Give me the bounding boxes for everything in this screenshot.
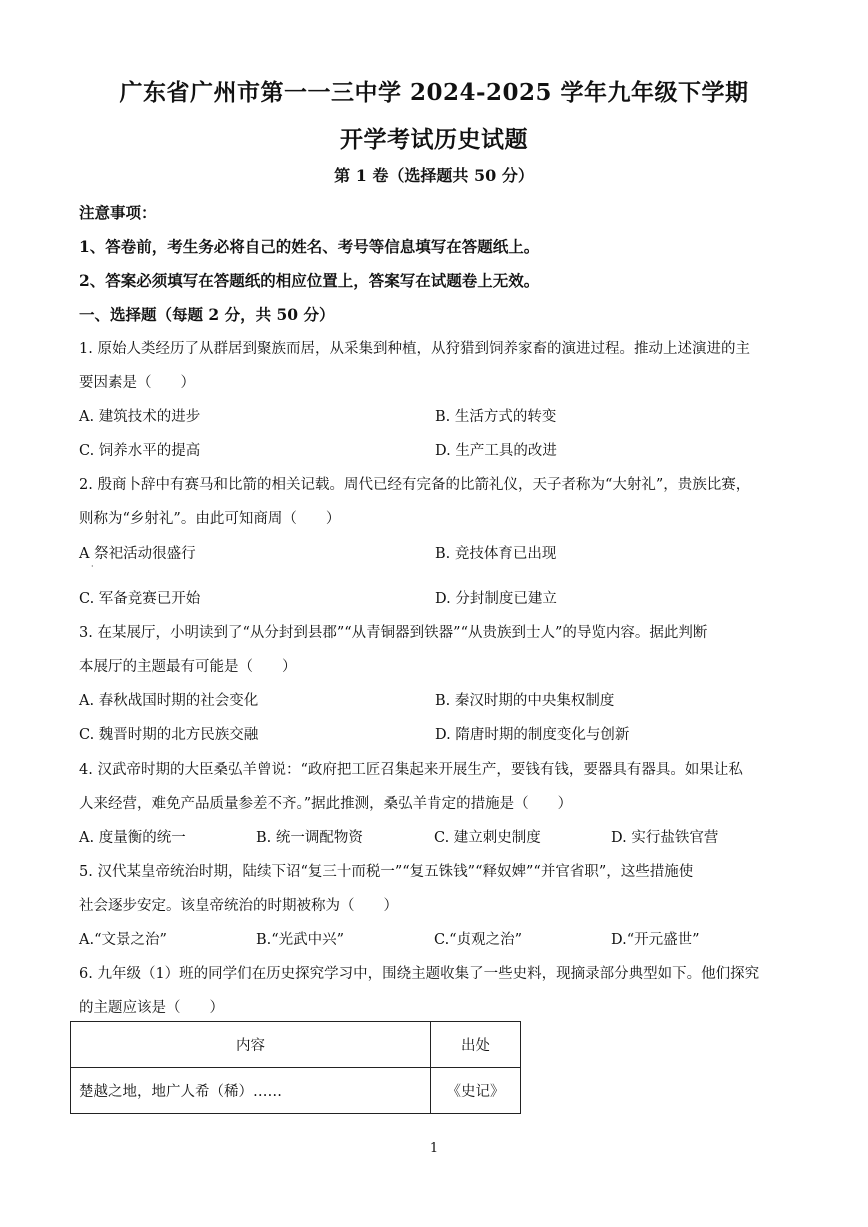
question-1-stem-cont: 要因素是（ ） bbox=[79, 375, 195, 391]
notice-item-1: 1、答卷前，考生务必将自己的姓名、考号等信息填写在答题纸上。 bbox=[79, 237, 540, 256]
question-5-option-d: D.“开元盛世” bbox=[611, 932, 700, 948]
question-6-stem-cont: 的主题应该是（ ） bbox=[79, 1000, 224, 1016]
exam-title-line2: 开学考试历史试题 bbox=[340, 126, 528, 153]
question-6-stem: 6. 九年级（1）班的同学们在历史探究学习中，围绕主题收集了一些史料，现摘录部分典型如下。他们探究 bbox=[79, 966, 760, 982]
table-row bbox=[71, 1068, 521, 1114]
table-header-row bbox=[71, 1022, 521, 1068]
question-5-stem-cont: 社会逐步安定。该皇帝统治的时期被称为（ ） bbox=[79, 898, 398, 914]
exam-title-line1: 广东省广州市第一一三中学 2024-2025 学年九年级下学期 bbox=[119, 79, 749, 106]
question-4-option-b: B. 统一调配物资 bbox=[256, 830, 363, 846]
table-header-source: 出处 bbox=[431, 1022, 521, 1068]
question-5-option-b: B.“光武中兴” bbox=[256, 932, 345, 948]
question-2-option-a: A 祭祀活动很盛行 bbox=[79, 546, 196, 562]
stray-dot: · bbox=[91, 562, 94, 571]
question-5-option-c: C.“贞观之治” bbox=[434, 932, 523, 948]
table-cell-content: 楚越之地，地广人希（稀）…… bbox=[71, 1068, 431, 1114]
section-heading: 一、选择题（每题 2 分，共 50 分） bbox=[79, 305, 335, 324]
volume-heading: 第 1 卷（选择题共 50 分） bbox=[334, 166, 534, 185]
question-1-option-a: A. 建筑技术的进步 bbox=[79, 409, 201, 425]
table-cell-source: 《史记》 bbox=[431, 1068, 521, 1114]
question-1-option-b: B. 生活方式的转变 bbox=[435, 409, 557, 425]
question-1-option-d: D. 生产工具的改进 bbox=[435, 443, 557, 459]
question-3-option-b: B. 秦汉时期的中央集权制度 bbox=[435, 693, 615, 709]
question-5-option-a: A.“文景之治” bbox=[79, 932, 167, 948]
question-3-option-d: D. 隋唐时期的制度变化与创新 bbox=[435, 727, 630, 743]
question-3-option-a: A. 春秋战国时期的社会变化 bbox=[79, 693, 259, 709]
source-table bbox=[70, 1021, 521, 1114]
question-3-stem-cont: 本展厅的主题最有可能是（ ） bbox=[79, 659, 297, 675]
question-2-option-c: C. 军备竞赛已开始 bbox=[79, 591, 201, 607]
question-1-option-c: C. 饲养水平的提高 bbox=[79, 443, 201, 459]
page-number: 1 bbox=[429, 1141, 439, 1156]
question-2-stem-cont: 则称为“乡射礼”。由此可知商周（ ） bbox=[79, 511, 341, 527]
question-3-option-c: C. 魏晋时期的北方民族交融 bbox=[79, 727, 259, 743]
question-3-stem: 3. 在某展厅，小明读到了“从分封到县郡”“从青铜器到铁器”“从贵族到士人”的导览内容。据此判断 bbox=[79, 625, 708, 641]
question-4-option-d: D. 实行盐铁官营 bbox=[611, 830, 719, 846]
notice-heading: 注意事项： bbox=[79, 203, 157, 222]
question-4-stem-cont: 人来经营，难免产品质量参差不齐。”据此推测，桑弘羊肯定的措施是（ ） bbox=[79, 796, 573, 812]
question-5-stem: 5. 汉代某皇帝统治时期，陆续下诏“复三十而税一”“复五铢钱”“释奴婢”“并官省职”，这些措施使 bbox=[79, 864, 694, 880]
table-header-content: 内容 bbox=[71, 1022, 431, 1068]
question-2-option-d: D. 分封制度已建立 bbox=[435, 591, 557, 607]
question-4-stem: 4. 汉武帝时期的大臣桑弘羊曾说：“政府把工匠召集起来开展生产，要钱有钱，要器具有器具。如果让私 bbox=[79, 762, 743, 778]
question-2-option-b: B. 竞技体育已出现 bbox=[435, 546, 557, 562]
question-4-option-a: A. 度量衡的统一 bbox=[79, 830, 186, 846]
question-2-stem: 2. 殷商卜辞中有赛马和比箭的相关记载。周代已经有完备的比箭礼仪，天子者称为“大射礼”，贵族比赛， bbox=[79, 477, 751, 493]
question-1-stem: 1. 原始人类经历了从群居到聚族而居，从采集到种植，从狩猎到饲养家畜的演进过程。推动上述演进的主 bbox=[79, 341, 750, 357]
question-4-option-c: C. 建立刺史制度 bbox=[434, 830, 541, 846]
notice-item-2: 2、答案必须填写在答题纸的相应位置上，答案写在试题卷上无效。 bbox=[79, 271, 540, 290]
